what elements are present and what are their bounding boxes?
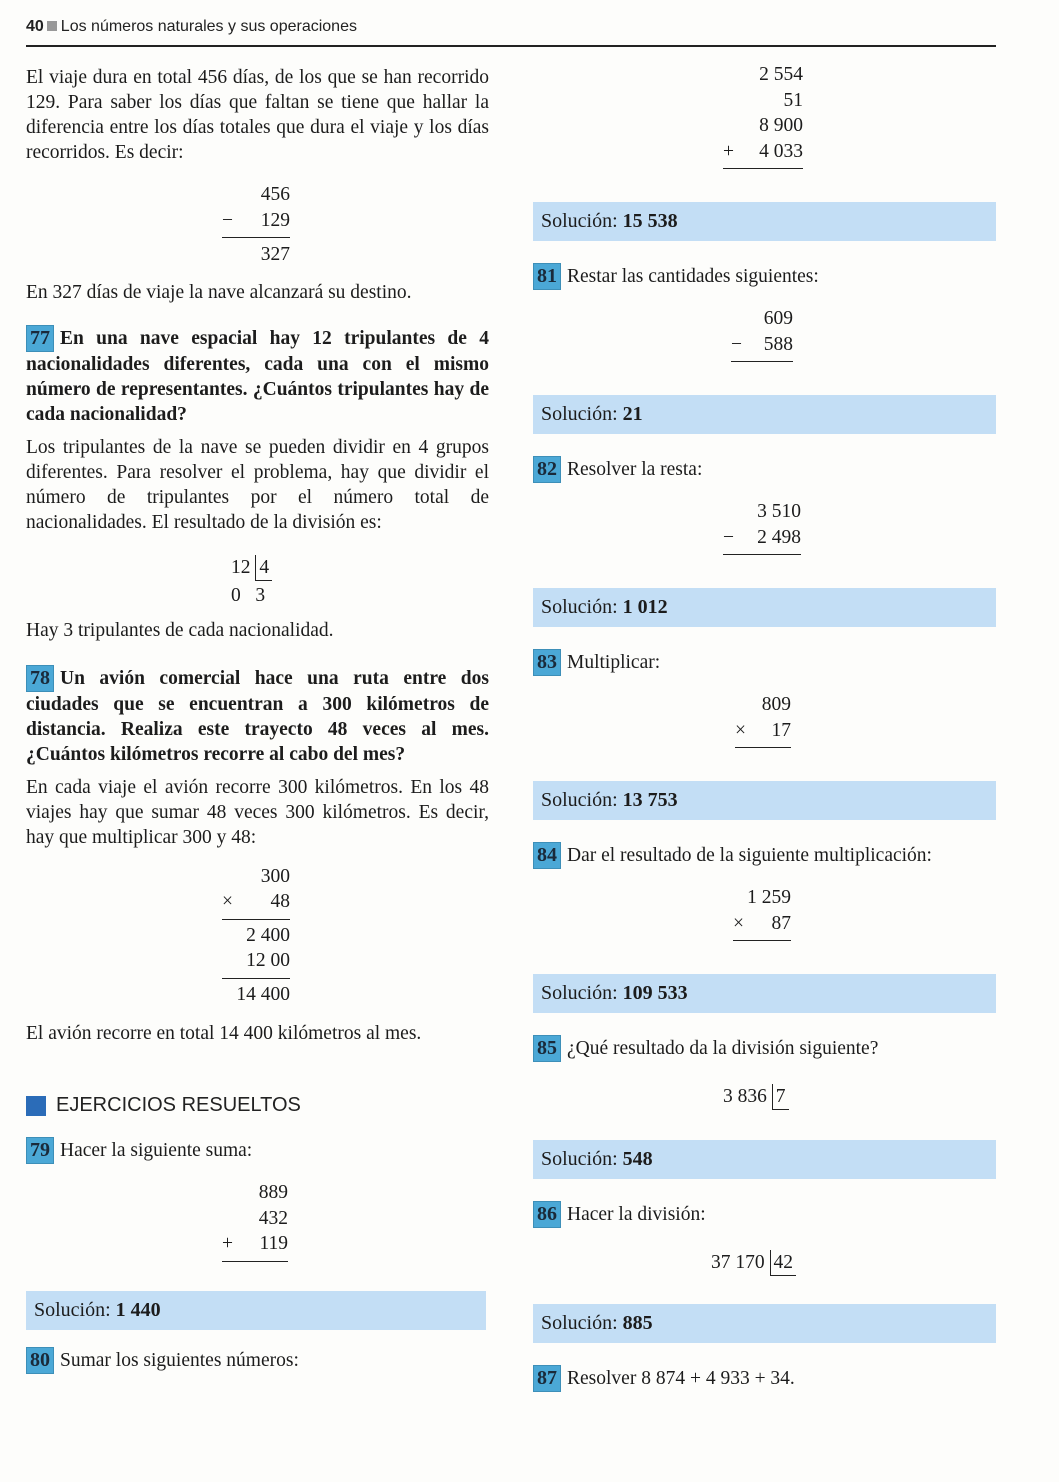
result: 14 400 <box>222 978 290 1008</box>
section-title: EJERCICIOS RESUELTOS <box>56 1094 301 1116</box>
problem-text: Hacer la siguiente suma: <box>60 1140 253 1161</box>
problem-number-badge: 82 <box>533 456 561 483</box>
solution-value: 13 753 <box>622 789 678 811</box>
chapter-title: Los números naturales y sus operaciones <box>60 18 357 35</box>
operand: 8 900 <box>759 115 803 136</box>
problem-number-badge: 79 <box>26 1137 54 1164</box>
problem-number-badge: 85 <box>533 1035 561 1062</box>
result-line <box>733 940 791 941</box>
problem-text: Dar el resultado de la siguiente multiplicación: <box>567 845 932 866</box>
plus-sign: + <box>723 140 734 162</box>
multiplication-83 <box>735 692 791 748</box>
operand: 2 498 <box>757 526 801 548</box>
solution-value: 1 012 <box>622 596 668 618</box>
operand: 809 <box>761 694 791 715</box>
problem-text: Resolver la resta: <box>567 459 703 480</box>
problem-text: ¿Qué resultado da la división siguiente? <box>567 1038 879 1059</box>
result-line <box>723 554 801 555</box>
result-line <box>735 747 791 748</box>
division-12-4 <box>231 555 291 608</box>
divisor: 4 <box>255 555 272 581</box>
exercise-84 <box>533 842 996 869</box>
solution-bar <box>533 588 996 627</box>
result: 327 <box>222 237 290 268</box>
operand: 1 259 <box>747 887 791 908</box>
problem-number-badge: 77 <box>26 325 54 352</box>
times-sign: × <box>735 719 746 741</box>
operand: 456 <box>260 184 290 205</box>
problem-number-badge: 83 <box>533 649 561 676</box>
operand: 588 <box>763 333 793 355</box>
division-85 <box>723 1084 996 1110</box>
multiplication-300-48 <box>222 864 290 1008</box>
subtraction-456-129 <box>222 182 290 268</box>
solution-value: 1 440 <box>115 1298 161 1321</box>
solution-value: 15 538 <box>622 210 678 232</box>
solution-label: Solución: <box>541 403 618 425</box>
solution-bar <box>533 1140 996 1179</box>
operand: 300 <box>260 865 290 887</box>
answer-78: En cada viaje el avión recorre 300 kilómetros. En los 48 viajes hay que sumar 48 veces 300 kilómetros. Es decir, hay que multiplicar 300 y 48: <box>26 776 489 848</box>
solution-label: Solución: <box>541 789 618 811</box>
divisor: 7 <box>772 1084 789 1110</box>
exercise-85 <box>533 1035 996 1062</box>
minus-sign: − <box>731 333 742 355</box>
operand: 17 <box>771 719 791 741</box>
problem-number-badge: 81 <box>533 263 561 290</box>
subtraction-82 <box>723 499 801 555</box>
operand: 889 <box>258 1182 288 1203</box>
header-square-icon <box>47 21 57 31</box>
sum-line <box>723 168 803 169</box>
solution-bar <box>533 781 996 820</box>
exercise-83 <box>533 649 996 676</box>
times-sign: × <box>733 912 744 934</box>
solution-value: 548 <box>622 1148 653 1170</box>
solution-label: Solución: <box>541 982 618 1004</box>
plus-sign: + <box>222 1233 233 1254</box>
solution-bar <box>533 395 996 434</box>
solution-label: Solución: <box>34 1298 111 1321</box>
page-header <box>26 18 996 47</box>
addition-80 <box>723 62 803 169</box>
left-column <box>26 60 489 1374</box>
operand: 3 510 <box>757 501 801 522</box>
solution-bar <box>533 974 996 1013</box>
problem-text: Hacer la división: <box>567 1204 706 1225</box>
solution-value: 21 <box>622 403 643 425</box>
operand: 48 <box>270 891 290 912</box>
multiplication-84 <box>733 885 791 941</box>
operand: 119 <box>259 1233 288 1254</box>
dividend: 37 170 <box>711 1252 765 1273</box>
partial-product: 12 00 <box>246 950 290 971</box>
problem-number-badge: 78 <box>26 665 54 692</box>
solution-bar <box>533 1304 996 1343</box>
solution-label: Solución: <box>541 1312 618 1334</box>
partial-product: 2 400 <box>222 919 290 949</box>
exercise-79 <box>26 1137 489 1164</box>
intro-paragraph: El viaje dura en total 456 días, de los que se han recorrido 129. Para saber los días que faltan se tiene que hallar la diferencia entre los días totales que dura el viaje y los días recorridos. Es decir: <box>26 67 489 163</box>
operand: 4 033 <box>759 140 803 162</box>
operand: 432 <box>258 1207 288 1229</box>
section-square-icon <box>26 1096 46 1116</box>
result-line <box>731 361 793 362</box>
times-sign: × <box>222 891 233 912</box>
problem-text: En una nave espacial hay 12 tripulantes de 4 nacionalidades diferentes, cada una con el mismo número de representantes. ¿Cuántos tripulantes hay de cada nacionalidad? <box>26 327 489 425</box>
operand: 2 554 <box>759 64 803 85</box>
exercise-81 <box>533 263 996 290</box>
exercise-82 <box>533 456 996 483</box>
minus-sign: − <box>222 209 233 231</box>
problem-number-badge: 80 <box>26 1347 54 1374</box>
operand: 129 <box>260 209 290 231</box>
solution-value: 885 <box>622 1312 653 1334</box>
remainder: 0 <box>231 584 241 606</box>
operand: 51 <box>783 89 803 111</box>
exercise-87 <box>533 1365 996 1392</box>
problem-78 <box>26 665 489 767</box>
exercise-80 <box>26 1347 489 1374</box>
problem-text: Restar las cantidades siguientes: <box>567 266 819 287</box>
sum-line <box>222 1261 288 1262</box>
solution-label: Solución: <box>541 210 618 232</box>
problem-77 <box>26 325 489 427</box>
solution-bar <box>533 202 996 241</box>
solution-bar <box>26 1291 486 1330</box>
division-86 <box>711 1250 996 1276</box>
problem-number-badge: 87 <box>533 1365 561 1392</box>
page-number: 40 <box>26 18 44 35</box>
operand: 609 <box>763 308 793 329</box>
subtraction-81 <box>731 306 793 362</box>
problem-number-badge: 86 <box>533 1201 561 1228</box>
section-heading <box>26 1094 489 1117</box>
addition-79 <box>222 1180 288 1262</box>
paragraph: En 327 días de viaje la nave alcanzará su destino. <box>26 281 412 303</box>
problem-text: Sumar los siguientes números: <box>60 1349 299 1371</box>
operand: 87 <box>771 912 791 934</box>
minus-sign: − <box>723 526 734 548</box>
problem-text: Un avión comercial hace una ruta entre dos ciudades que se encuentran a 300 kilómetros de distancia. Realiza este trayecto 48 veces al mes. ¿Cuántos kilómetros recorre al cabo del mes? <box>26 667 489 765</box>
answer-77: Los tripulantes de la nave se pueden dividir en 4 grupos diferentes. Para resolver el problema, hay que dividir el número de tripulantes por el número total de nacionalidades. El resultado de la división es: <box>26 436 489 533</box>
problem-text: Multiplicar: <box>567 652 661 673</box>
paragraph: El avión recorre en total 14 400 kilómetros al mes. <box>26 1023 422 1044</box>
problem-number-badge: 84 <box>533 842 561 869</box>
problem-text: Resolver 8 874 + 4 933 + 34. <box>567 1368 795 1389</box>
divisor: 42 <box>770 1250 797 1276</box>
right-column <box>533 62 996 1392</box>
solution-value: 109 533 <box>622 982 688 1004</box>
quotient: 3 <box>255 584 266 606</box>
solution-label: Solución: <box>541 1148 618 1170</box>
paragraph: Hay 3 tripulantes de cada nacionalidad. <box>26 619 334 641</box>
dividend: 3 836 <box>723 1086 767 1107</box>
solution-label: Solución: <box>541 596 618 618</box>
exercise-86 <box>533 1201 996 1228</box>
dividend: 12 <box>231 556 251 578</box>
